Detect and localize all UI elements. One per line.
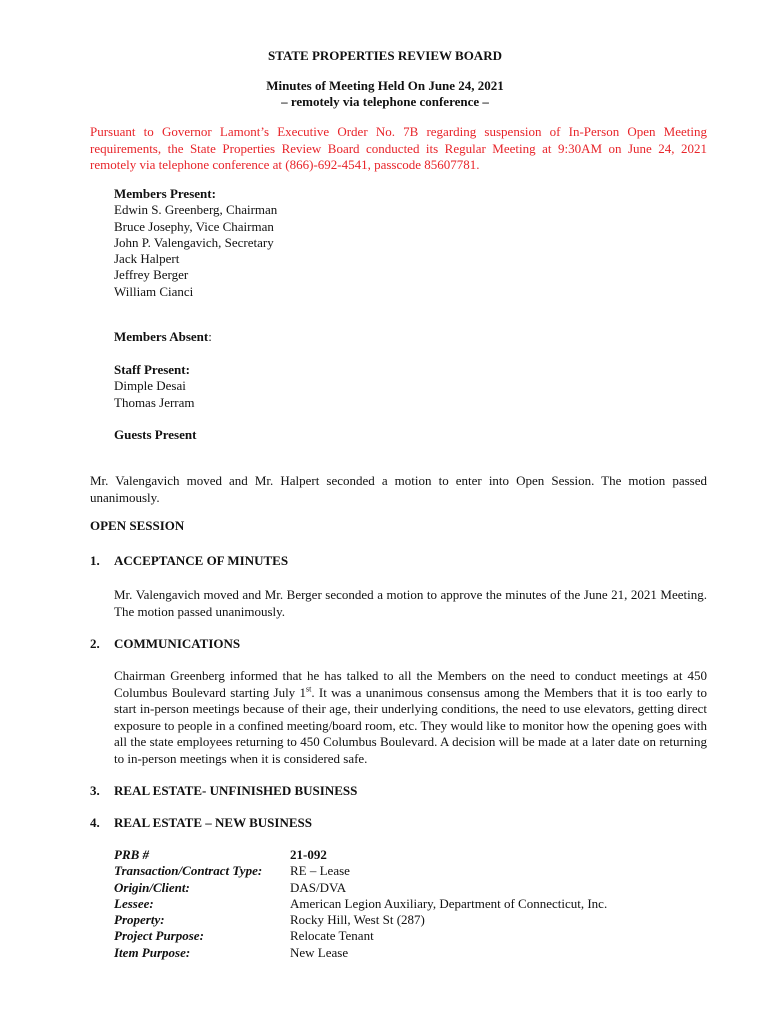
table-row — [114, 945, 674, 961]
table-row — [114, 912, 674, 928]
section-number: 1. — [90, 553, 100, 568]
section-number: 2. — [90, 636, 100, 651]
section-2-body — [114, 668, 707, 767]
section-1-body: Mr. Valengavich moved and Mr. Berger seconded a motion to approve the minutes of the June 21, 2021 Meeting. The motion passed unanimously. — [114, 587, 707, 619]
section-2-body-part: . It was a unanimous consensus among the Members that it is too early to start in-person meetings because of their age, their underlying conditions, the need to use elevators, getting direct exposure to people in a confined meeting/board room, etc. They would like to monitor how the opening goes with all the state employees returning to 450 Columbus Boulevard. A decision will be made at a later date on returning to in-person meetings when it is considered safe. — [114, 684, 708, 766]
field-value: New Lease — [290, 944, 349, 960]
members-present-heading: Members Present: — [114, 186, 216, 201]
members-present — [114, 186, 277, 300]
field-value: DAS/DVA — [290, 879, 347, 895]
field-value: American Legion Auxiliary, Department of Connecticut, Inc. — [290, 895, 608, 911]
field-label: Property: — [114, 912, 165, 928]
staff-name: Thomas Jerram — [114, 394, 195, 410]
section-2-heading — [90, 636, 240, 652]
table-row — [114, 896, 674, 912]
open-session-heading: OPEN SESSION — [90, 518, 185, 533]
member-name: Edwin S. Greenberg, Chairman — [114, 202, 278, 218]
field-label: Origin/Client: — [114, 879, 190, 895]
section-number: 3. — [90, 783, 100, 798]
document-subtitle: Minutes of Meeting Held On June 24, 2021 — [266, 78, 504, 93]
table-row — [114, 880, 674, 896]
open-session-motion: Mr. Valengavich moved and Mr. Halpert seconded a motion to enter into Open Session. The motion passed unanimously. — [90, 473, 707, 505]
guests-present-heading: Guests Present — [114, 427, 197, 442]
field-label: Transaction/Contract Type: — [114, 863, 263, 879]
staff-name: Dimple Desai — [114, 378, 186, 394]
member-name: Jack Halpert — [114, 251, 180, 267]
section-title: REAL ESTATE- UNFINISHED BUSINESS — [114, 783, 358, 798]
document-title: STATE PROPERTIES REVIEW BOARD — [268, 48, 502, 63]
field-label: Item Purpose: — [114, 944, 191, 960]
field-label: PRB # — [114, 847, 150, 862]
members-absent-colon: : — [208, 329, 212, 344]
document-subtitle-remote: – remotely via telephone conference – — [281, 94, 489, 109]
staff-present — [114, 362, 195, 411]
intro-paragraph: Pursuant to Governor Lamont’s Executive Order No. 7B regarding suspension of In-Person Open Meeting requirements, the State Properties Review Board conducted its Regular Meeting at 9:30AM on June 24, 2021 remotely via telephone conference at (866)-692-4541, passcode 85607781. — [90, 124, 707, 172]
table-row — [114, 863, 674, 879]
section-2-body-part: Chairman Greenberg informed that he has talked to all the Members on the need to conduct meetings at 450 Columbus Boulevard starting July 1 — [114, 668, 707, 700]
members-absent — [114, 329, 212, 345]
member-name: William Cianci — [114, 283, 194, 299]
member-name: Bruce Josephy, Vice Chairman — [114, 218, 274, 234]
section-4-heading — [90, 815, 312, 831]
table-row — [114, 847, 674, 863]
field-label: Project Purpose: — [114, 928, 204, 944]
section-title: REAL ESTATE – NEW BUSINESS — [114, 815, 312, 830]
staff-present-heading: Staff Present: — [114, 362, 190, 377]
ordinal-suffix: st — [306, 684, 312, 694]
section-title: ACCEPTANCE OF MINUTES — [114, 553, 289, 568]
member-name: John P. Valengavich, Secretary — [114, 234, 274, 250]
members-absent-heading: Members Absent — [114, 329, 209, 344]
section-1-heading — [90, 553, 288, 569]
field-value: Relocate Tenant — [290, 928, 374, 944]
section-title: COMMUNICATIONS — [114, 636, 241, 651]
field-value: 21-092 — [290, 847, 327, 862]
new-business-table — [114, 847, 674, 961]
member-name: Jeffrey Berger — [114, 267, 189, 283]
section-number: 4. — [90, 815, 100, 830]
field-value: Rocky Hill, West St (287) — [290, 912, 425, 928]
table-row — [114, 928, 674, 944]
field-value: RE – Lease — [290, 863, 350, 879]
section-3-heading — [90, 783, 357, 799]
field-label: Lessee: — [114, 895, 154, 911]
